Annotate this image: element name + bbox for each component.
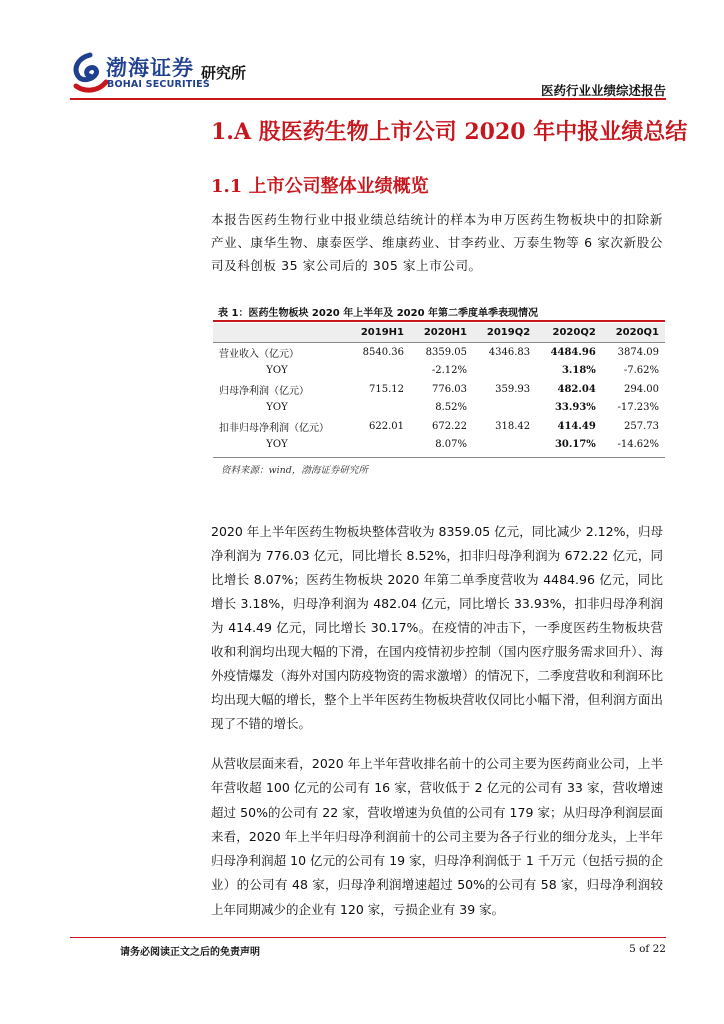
table-header-cell: 2020Q1	[602, 323, 665, 343]
table-cell: 359.93	[495, 383, 531, 395]
section-title: 1.A 股医药生物上市公司 2020 年中报业绩总结	[211, 119, 688, 145]
table-cell	[347, 399, 410, 418]
table-cell: 4484.96	[550, 346, 596, 358]
table-cell: 715.12	[369, 383, 404, 395]
row-label: 营业收入（亿元）	[219, 348, 299, 360]
table-cell: 8.52%	[435, 402, 467, 414]
table-top-rule	[213, 320, 665, 322]
logo-company-name: 渤海证券	[106, 56, 194, 80]
table-cell: 257.73	[624, 420, 659, 432]
table-cell: 3.18%	[561, 365, 596, 377]
table-cell: 672.22	[432, 420, 467, 432]
table-cell: 414.49	[557, 420, 596, 432]
table-cell	[347, 362, 410, 381]
logo-company-name-en: BOHAI SECURITIES	[107, 79, 210, 90]
table-cell: 8.07%	[435, 439, 467, 451]
table-cell	[473, 436, 536, 455]
table-row	[213, 399, 665, 418]
paragraph-sample-description: 本报告医药生物行业中报业绩总结统计的样本为申万医药生物板块中的扣除新产业、康华生物、康泰医学、维康药业、甘李药业、万泰生物等 6 家次新股公司及科创板 35 家公司后的 305 家上市公司。	[211, 212, 663, 273]
row-label: YOY	[266, 402, 288, 414]
company-logo	[70, 52, 270, 100]
table-header-row	[213, 323, 665, 343]
table-header-cell: 2019H1	[347, 323, 410, 343]
table-row	[213, 436, 665, 455]
table-header-cell: 2020Q2	[536, 323, 602, 343]
table-cell: 318.42	[495, 420, 531, 432]
table-cell: -2.12%	[431, 365, 467, 377]
table-row	[213, 380, 665, 399]
report-type: 医药行业业绩综述报告	[540, 83, 666, 98]
table-cell	[347, 436, 410, 455]
footer-divider	[70, 937, 666, 938]
table-cell: 482.04	[557, 383, 596, 395]
table-cell	[473, 399, 536, 418]
bohai-logo-icon	[70, 52, 110, 98]
paragraph-revenue-profit-distribution: 从营收层面来看，2020 年上半年营收排名前十的公司主要为医药商业公司，上半年营收超 100 亿元的公司有 16 家，营收低于 2 亿元的公司有 33 家，营收增速超过 50%的公司有 22 家，营收增速为负值的公司有 179 家；从归母净利润层面来看，2020 年上半年归母净利润前十的公司主要为各子行业的细分龙头，上半年归母净利润超 10 亿元的公司有 19 家，归母净利润低于 1 千万元（包括亏损的企业）的公司有 48 家，归母净利润增速超过 50%的公司有 58 家，归母净利润较上年同期减少的企业有 120 家，亏损企业有 39 家。	[211, 756, 663, 917]
table-cell: -7.62%	[623, 365, 659, 377]
subsection-title: 1.1 上市公司整体业绩概览	[211, 176, 429, 197]
table-cell: 622.01	[369, 420, 404, 432]
table-cell: 33.93%	[554, 402, 596, 414]
footer-disclaimer: 请务必阅读正文之后的免责声明	[120, 947, 260, 958]
header-divider	[70, 98, 666, 100]
row-label: 扣非归母净利润（亿元）	[219, 422, 329, 434]
table-source: 资料来源：wind，渤海证券研究所	[221, 465, 368, 476]
table-cell: 4346.83	[488, 346, 531, 358]
row-label: YOY	[266, 365, 288, 377]
table-header-cell: 2020H1	[410, 323, 473, 343]
table-cell: 294.00	[624, 383, 659, 395]
performance-table	[213, 323, 665, 454]
row-label: 归母净利润（亿元）	[219, 385, 309, 397]
logo-institute-label: 研究所	[201, 64, 247, 82]
table-cell: 30.17%	[554, 439, 596, 451]
table-row	[213, 417, 665, 436]
table-row	[213, 362, 665, 381]
paragraph-overall-performance: 2020 年上半年医药生物板块整体营收为 8359.05 亿元，同比减少 2.12%，归母净利润为 776.03 亿元，同比增长 8.52%，扣非归母净利润为 672.22 亿元，同比增长 8.07%；医药生物板块 2020 年第二单季度营收为 4484.96 亿元，同比增长 3.18%，归母净利润为 482.04 亿元，同比增长 33.93%，扣非归母净利润为 414.49 亿元，同比增长 30.17%。在疫情的冲击下，一季度医药生物板块营收和利润均出现大幅的下滑，在国内疫情初步控制（国内医疗服务需求回升）、海外疫情爆发（海外对国内防疫物资的需求激增）的情况下，二季度营收和利润环比均出现大幅的增长，整个上半年医药生物板块营收仅同比小幅下滑，但利润方面出现了不错的增长。	[211, 524, 663, 731]
table-bottom-rule	[213, 457, 665, 458]
table-row	[213, 343, 665, 362]
page-number: 5 of 22	[629, 943, 666, 955]
table-cell: -14.62%	[617, 439, 659, 451]
table-header-cell: 2019Q2	[473, 323, 536, 343]
table-cell: 8540.36	[362, 346, 404, 358]
table-header-cell	[213, 323, 347, 343]
row-label: YOY	[266, 439, 288, 451]
table-cell	[473, 362, 536, 381]
table-cell: -17.23%	[617, 402, 659, 414]
table-cell: 3874.09	[617, 346, 659, 358]
table-cell: 8359.05	[425, 346, 467, 358]
table-caption: 表 1：医药生物板块 2020 年上半年及 2020 年第二季度单季表现情况	[218, 308, 539, 319]
table-cell: 776.03	[432, 383, 467, 395]
